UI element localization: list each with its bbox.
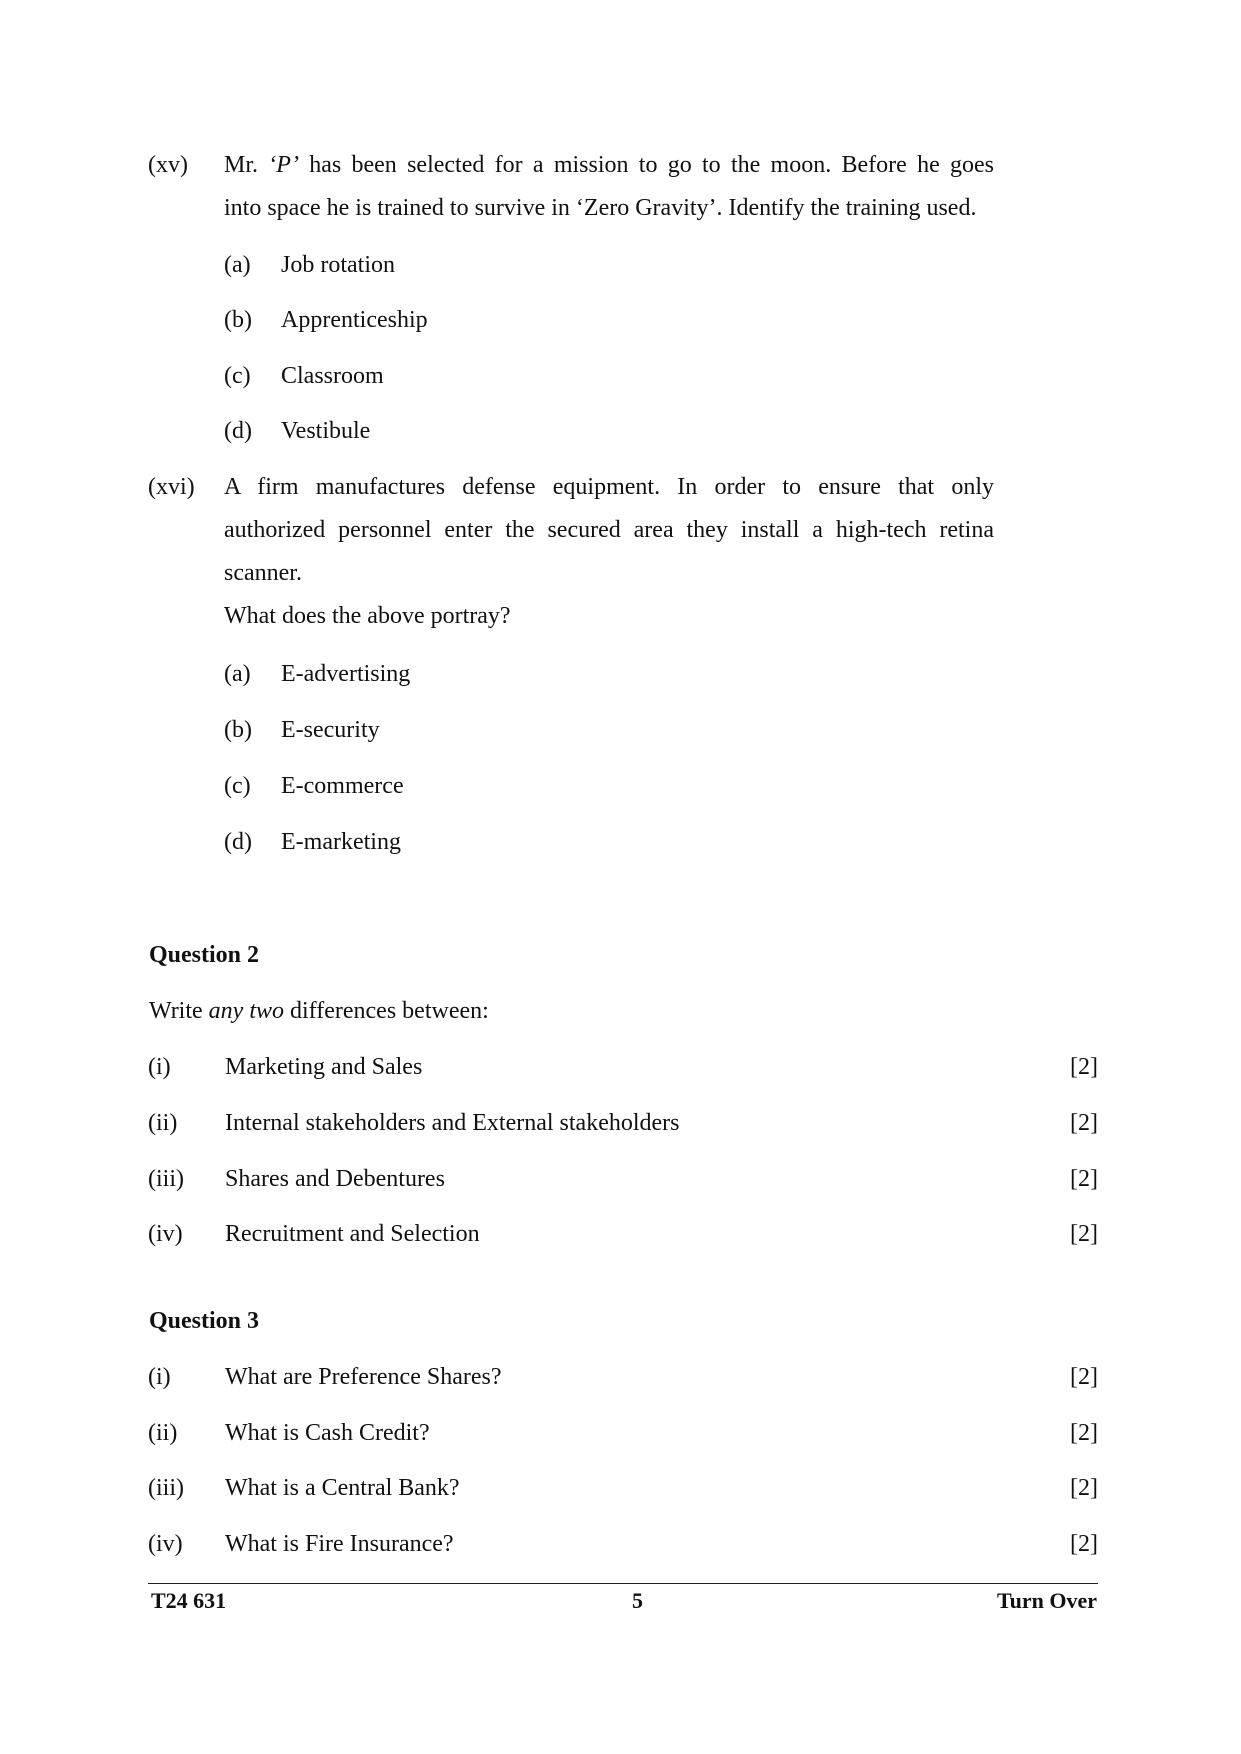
- question-instruction: [149, 996, 489, 1026]
- stem-line: [224, 187, 994, 230]
- item-number: (ii): [148, 1420, 178, 1446]
- option-text: E-security: [281, 717, 380, 743]
- option-text: Apprenticeship: [281, 307, 428, 333]
- instruction-text: differences between:: [284, 998, 489, 1024]
- stem-line: [224, 552, 994, 595]
- stem-line: [224, 466, 994, 509]
- item-text: Internal stakeholders and External stakeholders: [225, 1110, 680, 1136]
- item-text: What are Preference Shares?: [225, 1364, 502, 1390]
- stem-line: [224, 144, 994, 187]
- marks: [2]: [1070, 1531, 1098, 1557]
- option-text: Job rotation: [281, 252, 395, 278]
- stem-line-text: What does the above portray?: [224, 603, 511, 629]
- item-number: (i): [148, 1054, 171, 1080]
- item-text: What is Fire Insurance?: [225, 1531, 454, 1557]
- marks: [2]: [1070, 1166, 1098, 1192]
- marks: [2]: [1070, 1221, 1098, 1247]
- item-number: (iv): [148, 1531, 183, 1557]
- item-number: (ii): [148, 1110, 178, 1136]
- stem-line-text: Mr. ‘P’ has been selected for a mission to go to the moon. Before he goes: [224, 152, 995, 178]
- item-text: What is Cash Credit?: [225, 1420, 430, 1446]
- stem-line: [224, 509, 994, 552]
- item-text: Recruitment and Selection: [225, 1221, 480, 1247]
- option-text: E-commerce: [281, 773, 404, 799]
- stem-line-text: A firm manufactures defense equipment. In order to ensure that only: [224, 474, 994, 500]
- option-label: (d): [224, 829, 252, 855]
- marks: [2]: [1070, 1054, 1098, 1080]
- option-text: E-advertising: [281, 661, 411, 687]
- marks: [2]: [1070, 1364, 1098, 1390]
- option-text: Vestibule: [281, 418, 371, 444]
- question-heading: Question 2: [149, 942, 260, 968]
- question-heading: Question 3: [149, 1308, 260, 1334]
- option-text: E-marketing: [281, 829, 401, 855]
- item-text: Marketing and Sales: [225, 1054, 423, 1080]
- question-stem: [224, 466, 994, 638]
- option-label: (b): [224, 717, 252, 743]
- question-number: (xvi): [148, 474, 195, 500]
- instruction-emphasis: any two: [208, 998, 284, 1024]
- item-number: (iii): [148, 1166, 184, 1192]
- question-stem: [224, 144, 994, 230]
- item-text: What is a Central Bank?: [225, 1475, 460, 1501]
- option-label: (a): [224, 252, 251, 278]
- italic-letter: ‘P’: [268, 152, 299, 178]
- question-number: (xv): [148, 152, 188, 178]
- option-label: (c): [224, 773, 251, 799]
- turn-over-note: Turn Over: [996, 1588, 1097, 1613]
- option-label: (a): [224, 661, 251, 687]
- item-text: Shares and Debentures: [225, 1166, 445, 1192]
- marks: [2]: [1070, 1475, 1098, 1501]
- option-label: (d): [224, 418, 252, 444]
- marks: [2]: [1070, 1110, 1098, 1136]
- item-number: (iv): [148, 1221, 183, 1247]
- paper-code: T24 631: [151, 1588, 227, 1613]
- footer-divider: [148, 1583, 1098, 1584]
- page-number: 5: [632, 1588, 643, 1613]
- stem-line-text: authorized personnel enter the secured area they install a high-tech retina: [224, 517, 994, 543]
- marks: [2]: [1070, 1420, 1098, 1446]
- item-number: (i): [148, 1364, 171, 1390]
- option-text: Classroom: [281, 363, 384, 389]
- option-label: (b): [224, 307, 252, 333]
- item-number: (iii): [148, 1475, 184, 1501]
- stem-line-text: into space he is trained to survive in ‘Zero Gravity’. Identify the training used.: [224, 195, 977, 221]
- option-label: (c): [224, 363, 251, 389]
- stem-line-text: scanner.: [224, 560, 302, 586]
- stem-line: [224, 595, 994, 638]
- instruction-text: Write: [149, 998, 209, 1024]
